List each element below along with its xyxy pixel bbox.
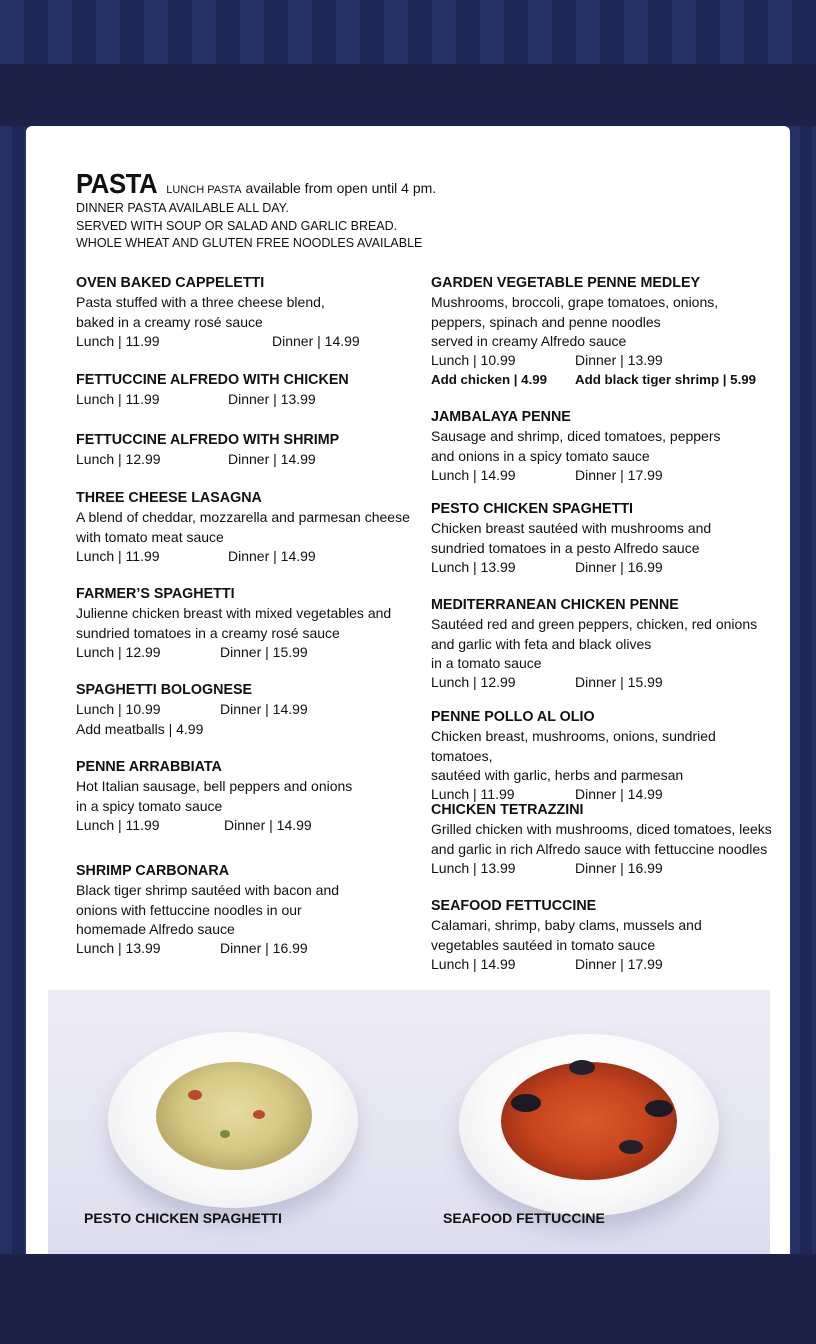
- item-description: Mushrooms, broccoli, grape tomatoes, onions, peppers, spinach and penne noodles served in creamy Alfredo sauce: [431, 294, 719, 349]
- item-prices: [431, 466, 781, 485]
- menu-item: [431, 274, 781, 408]
- lunch-price: Lunch | 11.99: [76, 816, 160, 833]
- item-prices: [76, 816, 436, 835]
- item-description: Calamari, shrimp, baby clams, mussels and vegetables sautéed in tomato sauce: [431, 917, 702, 953]
- right-menu-column: [431, 274, 781, 974]
- lunch-price: Lunch | 10.99: [431, 352, 516, 369]
- item-name: PENNE ARRABBIATA: [76, 759, 222, 775]
- item-description: Chicken breast, mushrooms, onions, sundried tomatoes, sautéed with garlic, herbs and parmesan: [431, 728, 716, 783]
- menu-item: [431, 596, 781, 708]
- item-name: THREE CHEESE LASAGNA: [76, 490, 262, 506]
- menu-item: [76, 489, 436, 585]
- left-menu-column: [76, 274, 436, 958]
- menu-item: [431, 708, 781, 801]
- section-header: [76, 168, 736, 253]
- item-prices: [76, 390, 436, 409]
- menu-item: [76, 431, 436, 489]
- item-description: Sautéed red and green peppers, chicken, red onions and garlic with feta and black olives in a tomato sauce: [431, 616, 758, 671]
- tomato-piece: [188, 1090, 202, 1100]
- header-line: WHOLE WHEAT AND GLUTEN FREE NOODLES AVAILABLE: [76, 236, 423, 250]
- addon-chicken: Add chicken | 4.99: [431, 372, 548, 388]
- dinner-price: Dinner | 15.99: [575, 674, 663, 691]
- item-name: PESTO CHICKEN SPAGHETTI: [431, 501, 634, 517]
- lunch-price: Lunch | 10.99: [76, 701, 161, 718]
- pesto-piece: [220, 1130, 230, 1138]
- tomato-piece: [253, 1110, 265, 1119]
- photo-strip: [48, 990, 770, 1254]
- menu-item: [76, 862, 436, 958]
- header-line: SERVED WITH SOUP OR SALAD AND GARLIC BREAD.: [76, 218, 398, 233]
- item-description: Hot Italian sausage, bell peppers and onions in a spicy tomato sauce: [76, 778, 353, 814]
- item-name: OVEN BAKED CAPPELETTI: [76, 275, 265, 291]
- item-prices: [76, 450, 436, 469]
- addon-shrimp: Add black tiger shrimp | 5.99: [575, 372, 757, 388]
- menu-item: [431, 408, 781, 500]
- menu-item: [76, 274, 436, 371]
- top-stripe-border: [0, 0, 816, 64]
- item-name: SPAGHETTI BOLOGNESE: [76, 682, 253, 698]
- lunch-price: Lunch | 12.99: [76, 451, 161, 468]
- lunch-note-label: LUNCH PASTA: [166, 184, 242, 196]
- menu-item: [76, 585, 436, 681]
- lunch-price: Lunch | 12.99: [431, 674, 516, 691]
- tomato-seafood-pasta: [501, 1062, 677, 1180]
- item-prices: [76, 332, 436, 351]
- item-prices: [431, 955, 781, 974]
- item-prices: [76, 643, 436, 662]
- left-stripe-border: [0, 126, 26, 1254]
- dinner-price: Dinner | 16.99: [575, 859, 663, 876]
- lunch-price: Lunch | 14.99: [431, 955, 516, 972]
- item-description: Grilled chicken with mushrooms, diced tomatoes, leeks and garlic in rich Alfredo sauce with fettuccine noodles: [431, 821, 772, 857]
- item-prices: [431, 558, 781, 577]
- dinner-price: Dinner | 14.99: [272, 332, 360, 349]
- dinner-price: Dinner | 14.99: [575, 786, 663, 803]
- seafood-fettuccine-photo: [409, 990, 770, 1254]
- item-prices: [431, 673, 781, 692]
- header-line: DINNER PASTA AVAILABLE ALL DAY.: [76, 201, 289, 215]
- item-prices: [76, 547, 436, 566]
- lunch-price: Lunch | 11.99: [76, 391, 160, 408]
- item-name: SEAFOOD FETTUCCINE: [431, 898, 597, 914]
- item-description: Pasta stuffed with a three cheese blend, baked in a creamy rosé sauce: [76, 294, 325, 330]
- top-navy-band: [0, 64, 816, 126]
- item-name: MEDITERRANEAN CHICKEN PENNE: [431, 597, 679, 613]
- dinner-price: Dinner | 14.99: [220, 701, 308, 718]
- item-name: CHICKEN TETRAZZINI: [431, 802, 584, 818]
- menu-page: [26, 126, 790, 1254]
- item-extra: Add meatballs | 4.99: [76, 720, 204, 737]
- dinner-price: Dinner | 13.99: [575, 352, 663, 369]
- section-title: PASTA: [76, 168, 158, 199]
- lunch-price: Lunch | 12.99: [76, 643, 161, 660]
- lunch-note: [166, 180, 436, 196]
- lunch-price: Lunch | 14.99: [431, 466, 516, 483]
- mussel: [569, 1060, 595, 1075]
- mussel: [645, 1100, 673, 1117]
- menu-item: [431, 801, 781, 897]
- dinner-price: Dinner | 14.99: [224, 816, 312, 833]
- pesto-pasta: [156, 1062, 312, 1170]
- item-prices: [76, 700, 436, 719]
- item-name: FETTUCCINE ALFREDO WITH CHICKEN: [76, 372, 349, 388]
- item-prices: [431, 351, 781, 370]
- item-name: PENNE POLLO AL OLIO: [431, 709, 595, 725]
- pesto-chicken-spaghetti-photo: [48, 990, 409, 1254]
- dinner-price: Dinner | 14.99: [228, 451, 316, 468]
- item-description: A blend of cheddar, mozzarella and parmesan cheese with tomato meat sauce: [76, 509, 410, 545]
- photo-caption: SEAFOOD FETTUCCINE: [443, 1210, 605, 1226]
- mussel: [619, 1140, 643, 1154]
- menu-item: [431, 897, 781, 974]
- dinner-price: Dinner | 14.99: [228, 547, 316, 564]
- item-prices: [431, 859, 781, 878]
- dinner-price: Dinner | 15.99: [220, 643, 308, 660]
- lunch-price: Lunch | 11.99: [76, 547, 160, 564]
- item-description: Sausage and shrimp, diced tomatoes, peppers and onions in a spicy tomato sauce: [431, 428, 721, 464]
- dinner-price: Dinner | 17.99: [575, 466, 663, 483]
- lunch-price: Lunch | 13.99: [76, 940, 161, 957]
- item-addons: [431, 370, 781, 389]
- right-stripe-border: [788, 126, 816, 1254]
- item-description: Black tiger shrimp sautéed with bacon and onions with fettuccine noodles in our homemade Alfredo sauce: [76, 882, 340, 937]
- lunch-note-text: available from open until 4 pm.: [241, 180, 437, 196]
- dinner-price: Dinner | 16.99: [220, 940, 308, 957]
- menu-item: [76, 371, 436, 431]
- menu-item: [76, 681, 436, 758]
- item-name: GARDEN VEGETABLE PENNE MEDLEY: [431, 275, 701, 291]
- item-description: Julienne chicken breast with mixed vegetables and sundried tomatoes in a creamy rosé sauce: [76, 605, 392, 641]
- dinner-price: Dinner | 17.99: [575, 955, 663, 972]
- lunch-price: Lunch | 11.99: [76, 332, 160, 349]
- lunch-price: Lunch | 11.99: [431, 786, 515, 803]
- lunch-price: Lunch | 13.99: [431, 558, 516, 575]
- item-name: FARMER’S SPAGHETTI: [76, 586, 235, 602]
- dinner-price: Dinner | 13.99: [228, 391, 316, 408]
- item-name: FETTUCCINE ALFREDO WITH SHRIMP: [76, 432, 340, 448]
- menu-item: [76, 758, 436, 862]
- item-description: Chicken breast sautéed with mushrooms and sundried tomatoes in a pesto Alfredo sauce: [431, 520, 712, 556]
- bottom-navy-band: [0, 1254, 816, 1344]
- mussel: [511, 1094, 541, 1112]
- dinner-price: Dinner | 16.99: [575, 558, 663, 575]
- item-name: SHRIMP CARBONARA: [76, 863, 230, 879]
- menu-item: [431, 500, 781, 596]
- item-name: JAMBALAYA PENNE: [431, 409, 571, 425]
- lunch-price: Lunch | 13.99: [431, 859, 516, 876]
- photo-caption: PESTO CHICKEN SPAGHETTI: [84, 1210, 282, 1226]
- item-prices: [76, 939, 436, 958]
